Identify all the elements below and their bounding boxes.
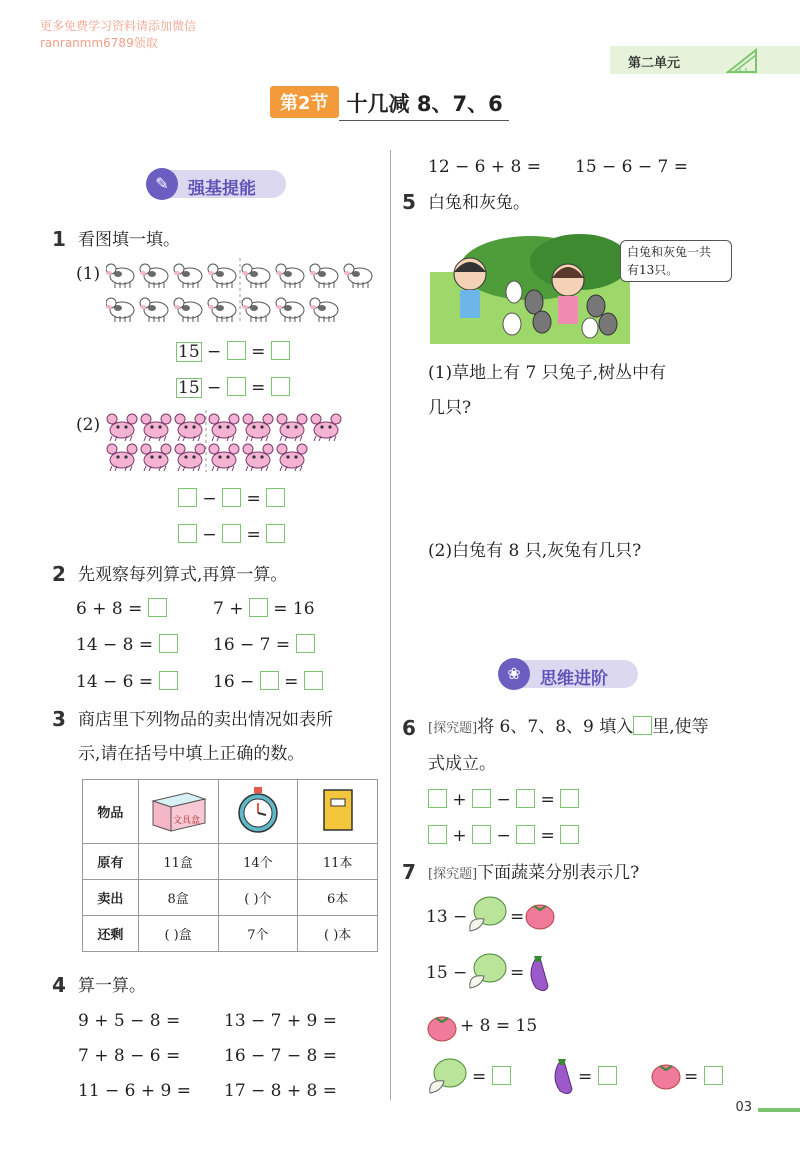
answer-box[interactable] [560,789,579,808]
cow-icon [106,298,134,322]
tomato-icon [524,900,556,930]
q3-text-line2: 示,请在括号中填上正确的数。 [78,744,305,764]
crab-icon [141,444,171,471]
unit-label: 第二单元 [628,56,681,71]
cow-icon [276,264,304,288]
answer-box[interactable] [472,789,491,808]
q7-line1: 13 − [426,907,468,927]
cow-icon [310,264,338,288]
answer-box[interactable] [516,825,535,844]
table-cell: 7个 [218,916,298,952]
answer-box[interactable] [428,825,447,844]
answer-box[interactable] [472,825,491,844]
answer-box[interactable] [428,789,447,808]
q4-number: 4 [52,973,66,997]
crab-icon [243,444,273,471]
table-head: 原有 [83,844,139,880]
cabbage-icon [424,1055,468,1099]
q2-row1-right: 7 + = 16 [213,599,315,619]
cabbage-icon [464,893,508,937]
answer-box[interactable] [159,671,178,690]
watermark-line1: 更多免费学习资料请添加微信 [40,19,197,33]
answer-box[interactable] [249,598,268,617]
cow-icon [310,298,338,322]
q2-row3-right: 16 − = [213,671,323,693]
cow-icon [208,298,236,322]
q1-eq1: 15 − = [176,341,290,363]
tomato-icon [426,1012,458,1042]
answer-box[interactable] [227,341,246,360]
watermark [40,18,196,52]
crab-icon [107,414,137,441]
answer-box[interactable] [598,1066,617,1085]
cabbage-icon [464,950,508,994]
answer-box[interactable] [304,671,323,690]
crab-icon [209,414,239,441]
goods-table [82,779,378,952]
section-title: 十几减 8、7、6 [339,86,509,121]
tomato-icon [650,1060,682,1090]
table-cell[interactable]: ( )本 [298,916,378,952]
svg-text:文具盒: 文具盒 [173,815,201,826]
crab-icon [209,444,239,471]
table-cell: 11盒 [138,844,218,880]
q6-number: 6 [402,716,416,740]
pill-basic-label: 强基提能 [188,179,256,199]
medal-icon: ❀ [498,658,530,690]
crab-icon [175,414,205,441]
q5-part2: (2)白兔有 8 只,灰兔有几只? [428,541,642,561]
answer-box-filled[interactable]: 15 [178,342,200,362]
eggplant-icon [522,952,554,994]
answer-box[interactable] [227,377,246,396]
answer-box[interactable] [266,488,285,507]
cow-icon [106,264,134,288]
table-cell: 11本 [298,844,378,880]
q2-number: 2 [52,562,66,586]
unit-tab [610,46,800,74]
page-bar [758,1108,800,1112]
item-pencilbox [138,780,218,844]
column-divider [390,150,391,1100]
page-number: 03 [735,1100,752,1115]
crab-icon [311,414,341,441]
stopwatch-icon [233,785,283,835]
pill-basic [148,170,286,198]
speech-bubble: 白兔和灰兔一共 有13只。 [620,240,732,282]
q1-part2-label: (2) [76,415,101,435]
pill-advanced-label: 思维进阶 [540,669,608,689]
q4-expr: 12 − 6 + 8 = [428,157,542,177]
q2-row2-left: 14 − 8 = [76,634,178,656]
answer-box[interactable] [222,488,241,507]
q7-text: [探究题]下面蔬菜分别表示几? [428,863,640,883]
q6-tag: [探究题] [428,721,478,736]
crabs-illustration [106,410,356,474]
table-cell: 14个 [218,844,298,880]
rabbits-scene [430,232,730,344]
q1-part1-label: (1) [76,264,101,284]
q4-expr: 16 − 7 − 8 = [224,1046,338,1066]
watermark-line2: ranranmm6789领取 [40,36,158,50]
section-badge: 第2节 [270,86,339,118]
table-head: 物品 [83,780,139,844]
crab-icon [277,414,307,441]
q7-answer3: = [684,1066,723,1088]
q6-text-line1: [探究题]将 6、7、8、9 填入 里,使等 [428,717,709,737]
cow-icon [174,264,202,288]
notebook-icon [321,787,355,833]
answer-box[interactable] [260,671,279,690]
q1-number: 1 [52,227,66,251]
cow-icon [242,298,270,322]
q3-number: 3 [52,707,66,731]
cow-icon [344,264,372,288]
answer-box[interactable] [492,1066,511,1085]
q3-text-line1: 商店里下列物品的卖出情况如表所 [78,710,333,730]
cow-icon [242,264,270,288]
eggplant-icon [546,1055,578,1097]
q4-expr: 15 − 6 − 7 = [575,157,689,177]
cow-icon [140,298,168,322]
answer-box[interactable] [222,524,241,543]
q7-answer1: = [472,1066,511,1088]
crab-icon [277,444,307,471]
q4-expr: 9 + 5 − 8 = [78,1011,181,1031]
item-stopwatch [218,780,298,844]
answer-box [633,716,652,735]
table-cell[interactable]: ( )盒 [138,916,218,952]
answer-box[interactable] [148,598,167,617]
cow-icon [140,264,168,288]
answer-box[interactable] [271,341,290,360]
answer-box[interactable] [704,1066,723,1085]
q2-text: 先观察每列算式,再算一算。 [78,565,288,585]
q4-expr: 17 − 8 + 8 = [224,1081,338,1101]
cow-icon [174,298,202,322]
q7-eq-sign: = [510,907,525,927]
q2-row3-left: 14 − 6 = [76,671,178,693]
q1-text: 看图填一填。 [78,230,180,250]
q5-text: 白兔和灰兔。 [428,193,530,213]
table-cell[interactable]: ( )个 [218,880,298,916]
table-cell: 8盒 [138,880,218,916]
q6-eq1: + − = [428,789,579,811]
crab-icon [141,414,171,441]
crab-group [106,410,356,479]
answer-box[interactable] [266,524,285,543]
table-head: 卖出 [83,880,139,916]
cow-icon [276,298,304,322]
cow-icon [208,264,236,288]
answer-box[interactable] [159,634,178,653]
q7-line2: 15 − [426,963,468,983]
q7-line3: + 8 = 15 [460,1016,538,1036]
ruler-icon [726,48,760,74]
q7-number: 7 [402,860,416,884]
q2-row2-right: 16 − 7 = [213,634,315,656]
cow-group [106,258,386,331]
pencil-box-icon [147,785,209,835]
answer-box[interactable] [271,377,290,396]
q7-tag: [探究题] [428,867,478,882]
q7-answer2: = [578,1066,617,1088]
crab-icon [243,414,273,441]
q1-eq3: − = [178,488,285,510]
answer-box[interactable] [178,488,197,507]
q6-text-line2: 式成立。 [428,754,496,774]
q5-part1-line1: (1)草地上有 7 只兔子,树丛中有 [428,363,667,383]
pencil-icon: ✎ [146,168,178,200]
q4-expr: 11 − 6 + 9 = [78,1081,192,1101]
q1-eq2: 15 − = [176,377,290,399]
answer-box[interactable] [296,634,315,653]
answer-box[interactable] [516,789,535,808]
crab-icon [107,444,137,471]
q4-expr: 7 + 8 − 6 = [78,1046,181,1066]
table-head: 还剩 [83,916,139,952]
q5-number: 5 [402,190,416,214]
q7-eq-sign: = [510,963,525,983]
answer-box[interactable] [178,524,197,543]
pill-advanced [500,660,638,688]
answer-box[interactable] [560,825,579,844]
q6-eq2: + − = [428,825,579,847]
answer-box-filled[interactable]: 15 [178,378,200,398]
item-notebook [298,780,378,844]
crab-icon [175,444,205,471]
q5-part1-line2: 几只? [428,398,472,418]
table-cell: 6本 [298,880,378,916]
q4-expr: 13 − 7 + 9 = [224,1011,338,1031]
cows-illustration [106,258,386,326]
q4-text: 算一算。 [78,976,146,996]
q1-eq4: − = [178,524,285,546]
q2-row1-left: 6 + 8 = [76,598,167,620]
section-heading [270,86,509,116]
